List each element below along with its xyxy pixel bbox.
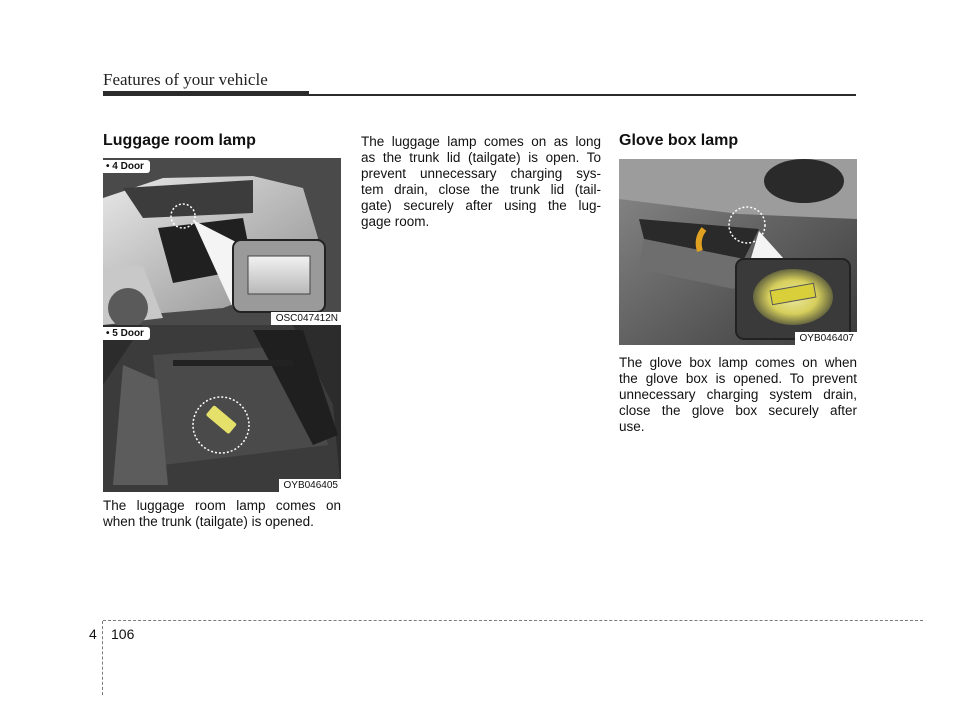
text-line: prevent unnecessary charging sys- [361, 166, 601, 181]
text-line: unnecessary charging system drain, [619, 387, 857, 402]
door-type-tag-5-door: • 5 Door [103, 327, 150, 340]
text-line: tem drain, close the trunk lid (tail- [361, 182, 601, 197]
figure-code: OYB046407 [795, 332, 858, 345]
trunk-4-door-illustration [103, 158, 341, 325]
luggage-lamp-heading: Luggage room lamp [103, 132, 256, 149]
figure-code: OYB046405 [279, 479, 342, 492]
text-line: gage room. [361, 214, 430, 229]
header-rule-thick [103, 91, 309, 96]
door-type-tag-4-door: • 4 Door [103, 160, 150, 173]
header-rule-thin [309, 94, 856, 96]
glove-box-lamp-body [619, 355, 857, 435]
luggage-lamp-caption [103, 498, 341, 530]
figure-glove-box [619, 159, 857, 345]
figure-code: OSC047412N [271, 312, 341, 325]
footer-rule [103, 620, 923, 621]
text-line: The luggage lamp comes on as long [361, 134, 601, 149]
glove-box-lamp-heading: Glove box lamp [619, 132, 739, 149]
chapter-number: 4 [89, 626, 97, 642]
text-line: as the trunk lid (tailgate) is open. To [361, 150, 601, 165]
page-header-title: Features of your vehicle [103, 70, 268, 89]
footer-vertical-rule [102, 621, 103, 695]
text-line: gate) securely after using the lug- [361, 198, 601, 213]
text-line: The luggage room lamp comes on [103, 498, 341, 513]
luggage-lamp-body [361, 134, 601, 230]
text-line: use. [619, 419, 645, 434]
text-line: close the glove box securely after [619, 403, 857, 418]
figure-5-door-trunk [103, 325, 341, 492]
figure-4-door-trunk [103, 158, 341, 325]
trunk-5-door-illustration [103, 325, 341, 492]
page-number: 106 [111, 626, 135, 642]
text-line: the glove box is opened. To prevent [619, 371, 857, 386]
text-line: when the trunk (tailgate) is opened. [103, 514, 314, 529]
glove-box-illustration [619, 159, 857, 345]
text-line: The glove box lamp comes on when [619, 355, 857, 370]
